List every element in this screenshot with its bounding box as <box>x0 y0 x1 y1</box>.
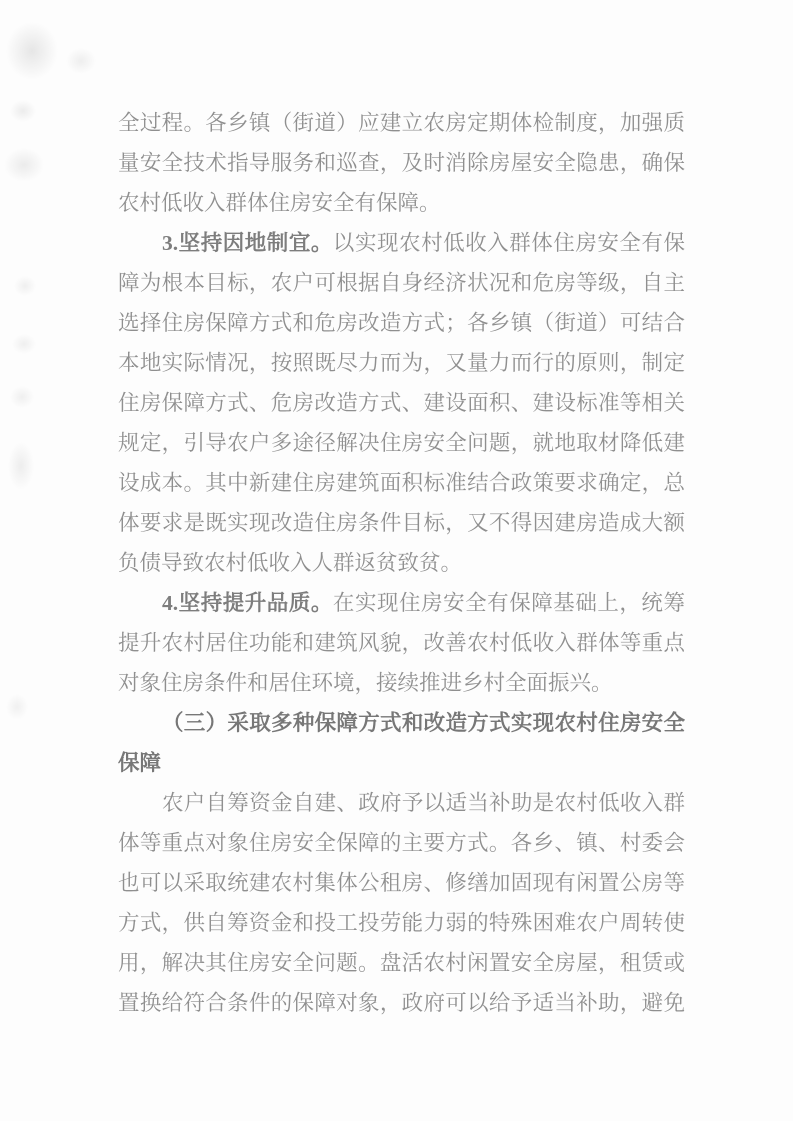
body-text-line <box>118 943 685 983</box>
body-text-line <box>118 343 685 383</box>
body-text-run: 体等重点对象住房安全保障的主要方式。各乡、镇、村委会 <box>118 831 685 855</box>
body-text-run: 住房保障方式、危房改造方式、建设面积、建设标准等相关 <box>118 391 685 415</box>
section-heading-line <box>118 743 685 783</box>
body-text-line <box>118 583 685 623</box>
body-text-run: 规定，引导农户多途径解决住房安全问题，就地取材降低建 <box>118 431 685 455</box>
body-text-line <box>118 503 685 543</box>
body-text-run: 本地实际情况，按照既尽力而为，又量力而行的原则，制定 <box>118 351 685 375</box>
body-text-line <box>118 783 685 823</box>
body-text-line <box>118 183 685 223</box>
body-text-run: 以实现农村低收入群体住房安全有保 <box>332 231 685 255</box>
emphasis-text-run: 3.坚持因地制宜。 <box>162 231 333 255</box>
body-text-run: 也可以采取统建农村集体公租房、修缮加固现有闲置公房等 <box>118 871 685 895</box>
body-text-run: 农村低收入群体住房安全有保障。 <box>118 191 441 215</box>
section-heading-line <box>118 703 685 743</box>
body-text-run: 置换给符合条件的保障对象，政府可以给予适当补助，避免 <box>118 991 685 1015</box>
body-text-run: 农户自筹资金自建、政府予以适当补助是农村低收入群 <box>162 791 685 815</box>
scan-artifact <box>66 48 96 74</box>
body-text-line <box>118 143 685 183</box>
scan-artifact <box>6 694 28 720</box>
body-text-run: 用，解决其住房安全问题。盘活农村闲置安全房屋，租赁或 <box>118 951 685 975</box>
emphasis-text-run: 4.坚持提升品质。 <box>162 591 333 615</box>
body-text-run: 量安全技术指导服务和巡查，及时消除房屋安全隐患，确保 <box>118 151 685 175</box>
body-text-line <box>118 983 685 1023</box>
body-text-run: 在实现住房安全有保障基础上，统筹 <box>332 591 685 615</box>
body-text-run: 提升农村居住功能和建筑风貌，改善农村低收入群体等重点 <box>118 631 685 655</box>
body-text-run: 方式，供自筹资金和投工投劳能力弱的特殊困难农户周转使 <box>118 911 685 935</box>
body-text-line <box>118 663 685 703</box>
body-text-run: 选择住房保障方式和危房改造方式；各乡镇（街道）可结合 <box>118 311 685 335</box>
body-text-line <box>118 903 685 943</box>
body-text-run: 对象住房条件和居住环境，接续推进乡村全面振兴。 <box>118 671 613 695</box>
body-text-run: 全过程。各乡镇（街道）应建立农房定期体检制度，加强质 <box>118 111 685 135</box>
body-text-run: 体要求是既实现改造住房条件目标，又不得因建房造成大额 <box>118 511 685 535</box>
emphasis-text-run: 保障 <box>118 751 162 775</box>
scan-artifact <box>8 442 34 490</box>
body-text-run: 设成本。其中新建住房建筑面积标准结合政策要求确定，总 <box>118 471 685 495</box>
scan-artifact <box>4 148 44 182</box>
body-text-line <box>118 383 685 423</box>
body-text-line <box>118 223 685 263</box>
body-text-line <box>118 263 685 303</box>
body-text-line <box>118 103 685 143</box>
body-text-line <box>118 823 685 863</box>
scan-artifact <box>10 386 34 408</box>
body-text-run: 负债导致农村低收入人群返贫致贫。 <box>118 551 463 575</box>
scan-artifact <box>12 334 36 354</box>
scan-artifact <box>10 100 36 122</box>
scan-artifact <box>6 22 58 80</box>
body-text-line <box>118 303 685 343</box>
body-text-line <box>118 543 685 583</box>
body-text-line <box>118 623 685 663</box>
body-text-line <box>118 423 685 463</box>
body-text-line <box>118 863 685 903</box>
body-text-run: 障为根本目标，农户可根据自身经济状况和危房等级，自主 <box>118 271 685 295</box>
scan-artifact <box>14 276 36 296</box>
document-text-block <box>118 103 685 1023</box>
emphasis-text-run: （三）采取多种保障方式和改造方式实现农村住房安全 <box>162 711 685 735</box>
body-text-line <box>118 463 685 503</box>
